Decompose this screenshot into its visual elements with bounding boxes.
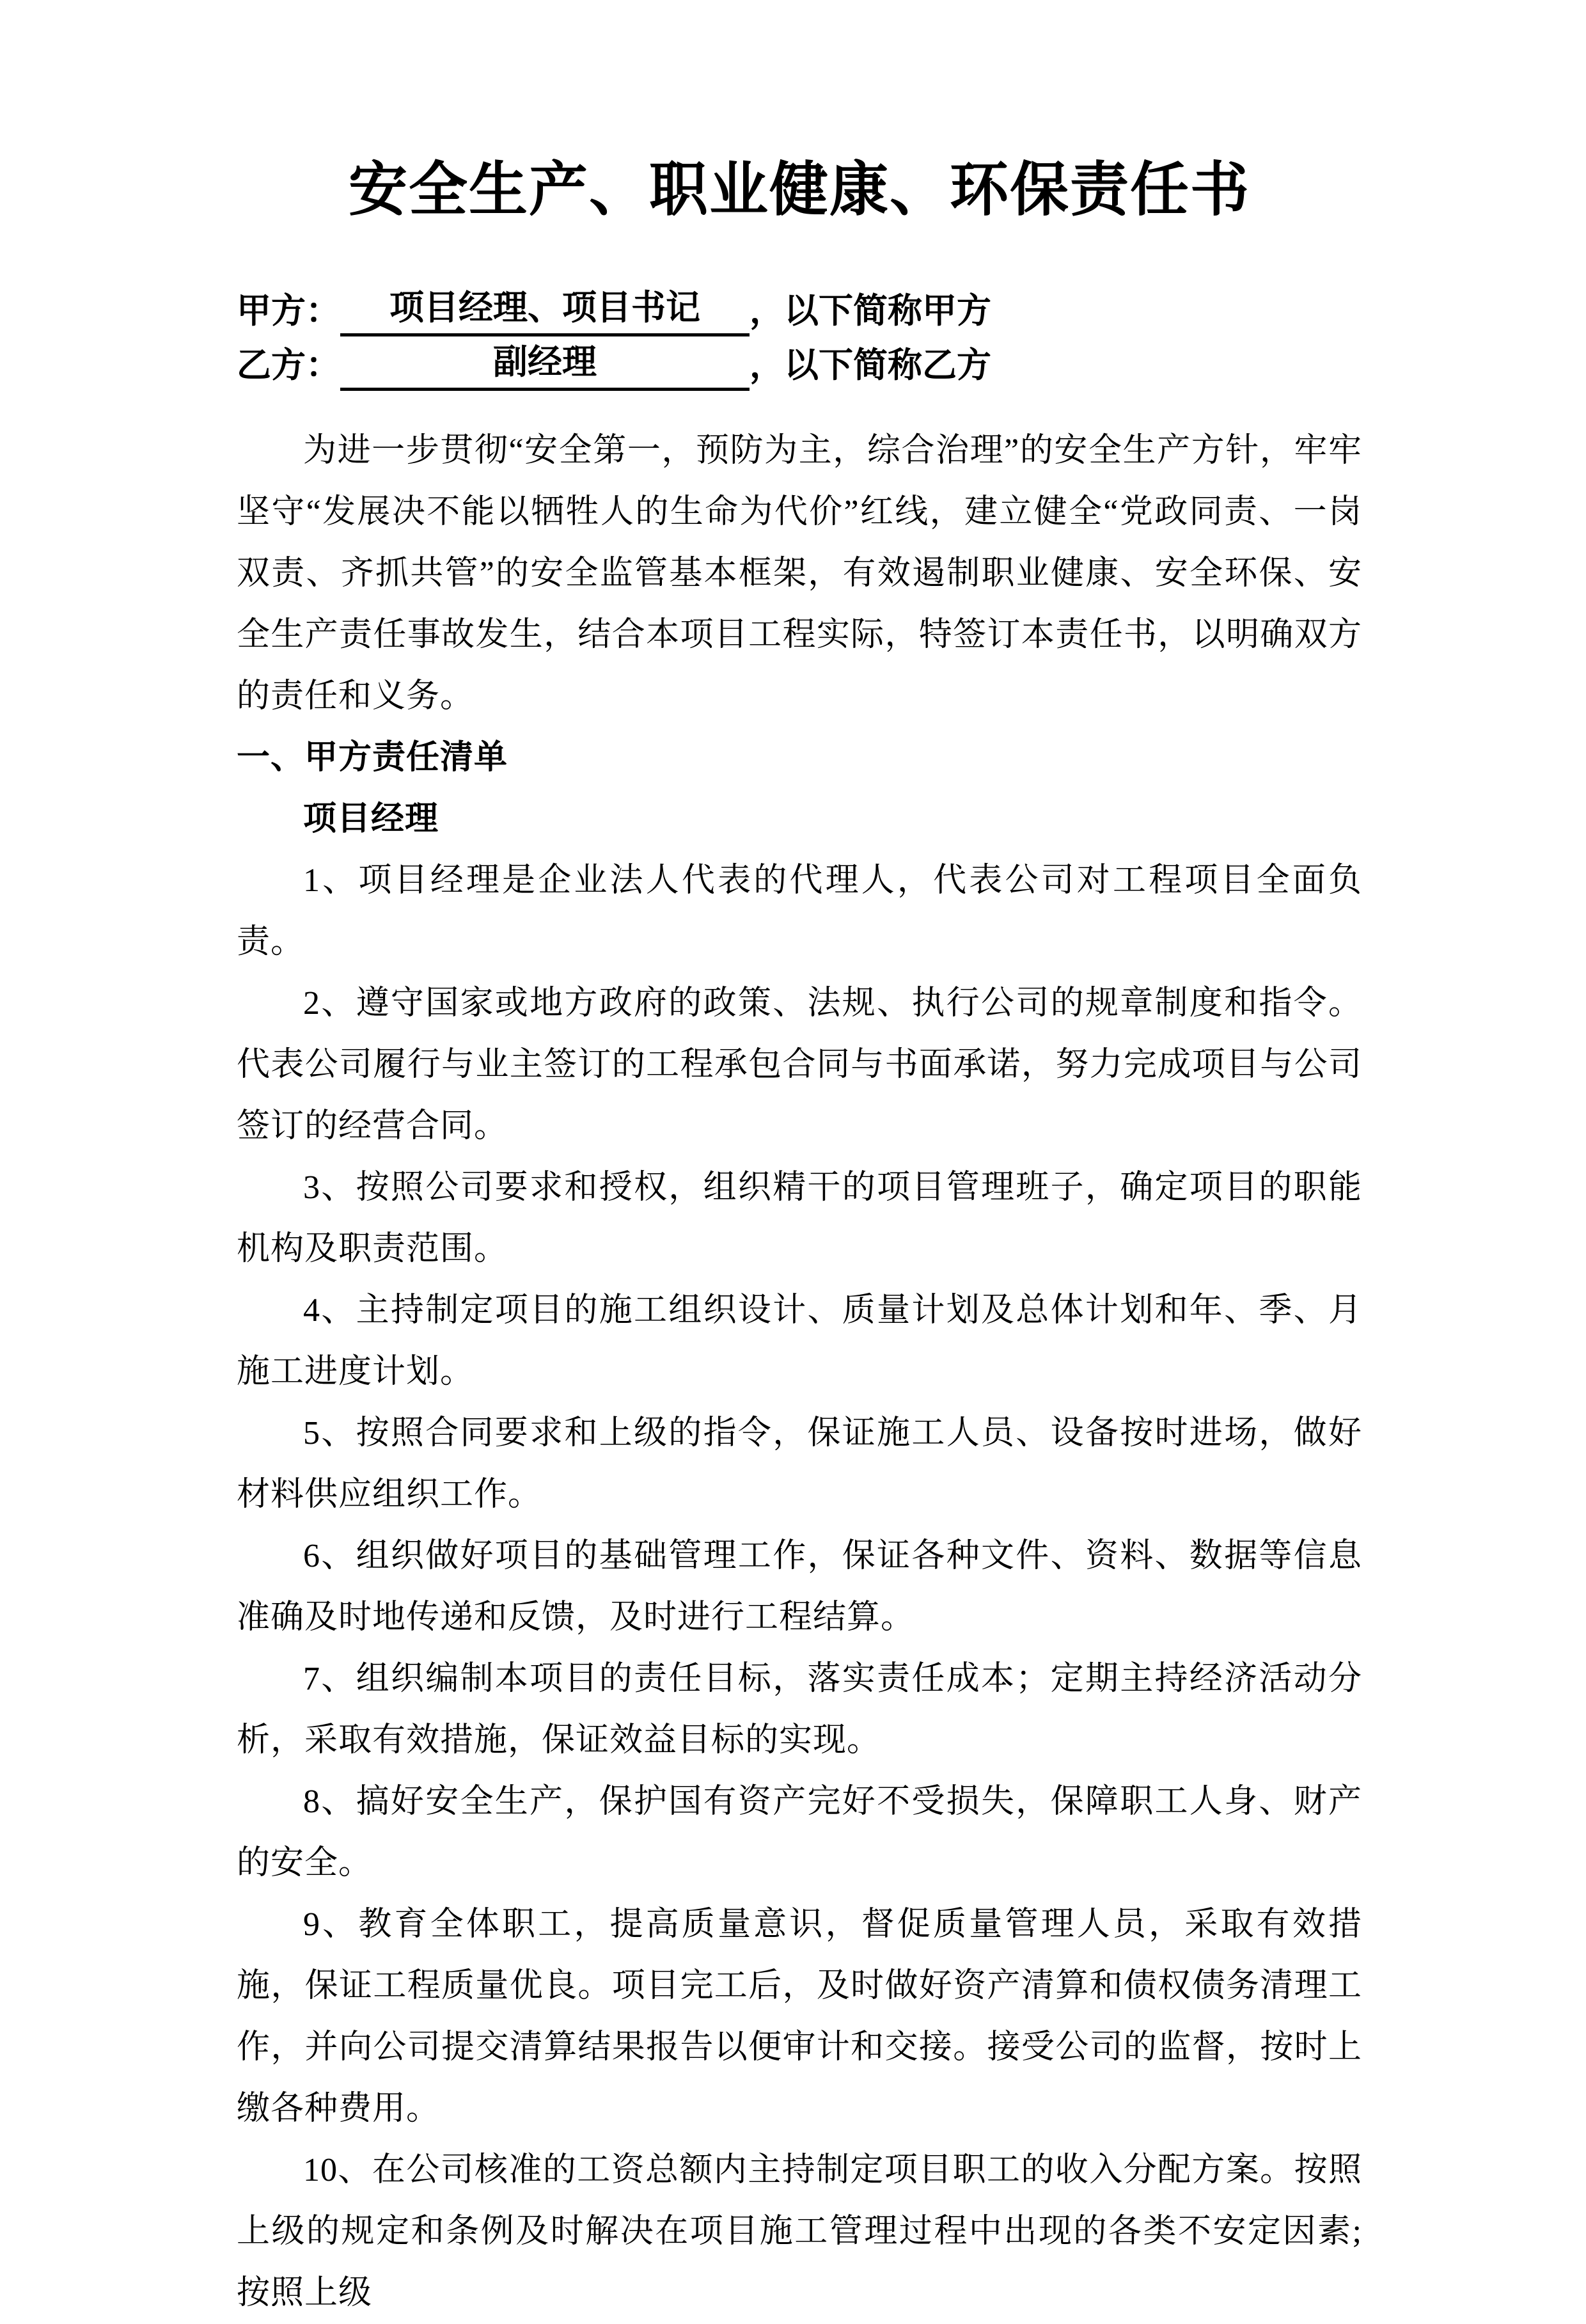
section1-item-5: 5、按照合同要求和上级的指令，保证施工人员、设备按时进场，做好材料供应组织工作。 — [237, 1415, 1362, 1513]
section1-item-8: 8、搞好安全生产，保护国有资产完好不受损失，保障职工人身、财产的安全。 — [237, 1783, 1362, 1881]
party-b-line — [237, 336, 1362, 391]
document-body — [237, 420, 1362, 2324]
section1-item-7: 7、组织编制本项目的责任目标，落实责任成本；定期主持经济活动分析，采取有效措施，保证效益目标的实现。 — [237, 1661, 1362, 1759]
party-b-label: 乙方： — [237, 346, 340, 384]
section1-item-1: 1、项目经理是企业法人代表的代理人，代表公司对工程项目全面负责。 — [237, 862, 1362, 960]
section1-heading: 一、甲方责任清单 — [237, 739, 508, 776]
party-a-value-blank: 项目经理、项目书记 — [340, 282, 750, 336]
section1-item-10: 10、在公司核准的工资总额内主持制定项目职工的收入分配方案。按照上级的规定和条例及时解决在项目施工管理过程中出现的各类不安定因素;按照上级 — [237, 2152, 1362, 2311]
party-a-line — [237, 282, 1362, 336]
intro-paragraph: 为进一步贯彻“安全第一，预防为主，综合治理”的安全生产方针，牢牢坚守“发展决不能以牺牲人的生命为代价”红线，建立健全“党政同责、一岗双责、齐抓共管”的安全监管基本框架，有效遏制职业健康、安全环保、安全生产责任事故发生，结合本项目工程实际，特签订本责任书，以明确双方的责任和义务。 — [237, 432, 1362, 715]
section1-item-2: 2、遵守国家或地方政府的政策、法规、执行公司的规章制度和指令。代表公司履行与业主签订的工程承包合同与书面承诺，努力完成项目与公司签订的经营合同。 — [237, 985, 1362, 1144]
section1-item-9: 9、教育全体职工，提高质量意识，督促质量管理人员，采取有效措施，保证工程质量优良。项目完工后，及时做好资产清算和债权债务清理工作，并向公司提交清算结果报告以便审计和交接。接受公司的监督，按时上缴各种费用。 — [237, 1906, 1362, 2127]
section1-item-3: 3、按照公司要求和授权，组织精干的项目管理班子，确定项目的职能机构及职责范围。 — [237, 1169, 1362, 1267]
party-b-suffix: ，以下简称乙方 — [750, 346, 991, 384]
section1-item-4: 4、主持制定项目的施工组织设计、质量计划及总体计划和年、季、月施工进度计划。 — [237, 1292, 1362, 1390]
party-b-value-blank: 副经理 — [340, 336, 750, 391]
party-a-suffix: ，以下简称甲方 — [750, 292, 991, 330]
document-title: 安全生产、职业健康、环保责任书 — [348, 157, 1250, 223]
section1-item-6: 6、组织做好项目的基础管理工作，保证各种文件、资料、数据等信息准确及时地传递和反馈，及时进行工程结算。 — [237, 1538, 1362, 1636]
party-a-label: 甲方： — [237, 292, 340, 330]
section1-subheading: 项目经理 — [303, 801, 439, 837]
